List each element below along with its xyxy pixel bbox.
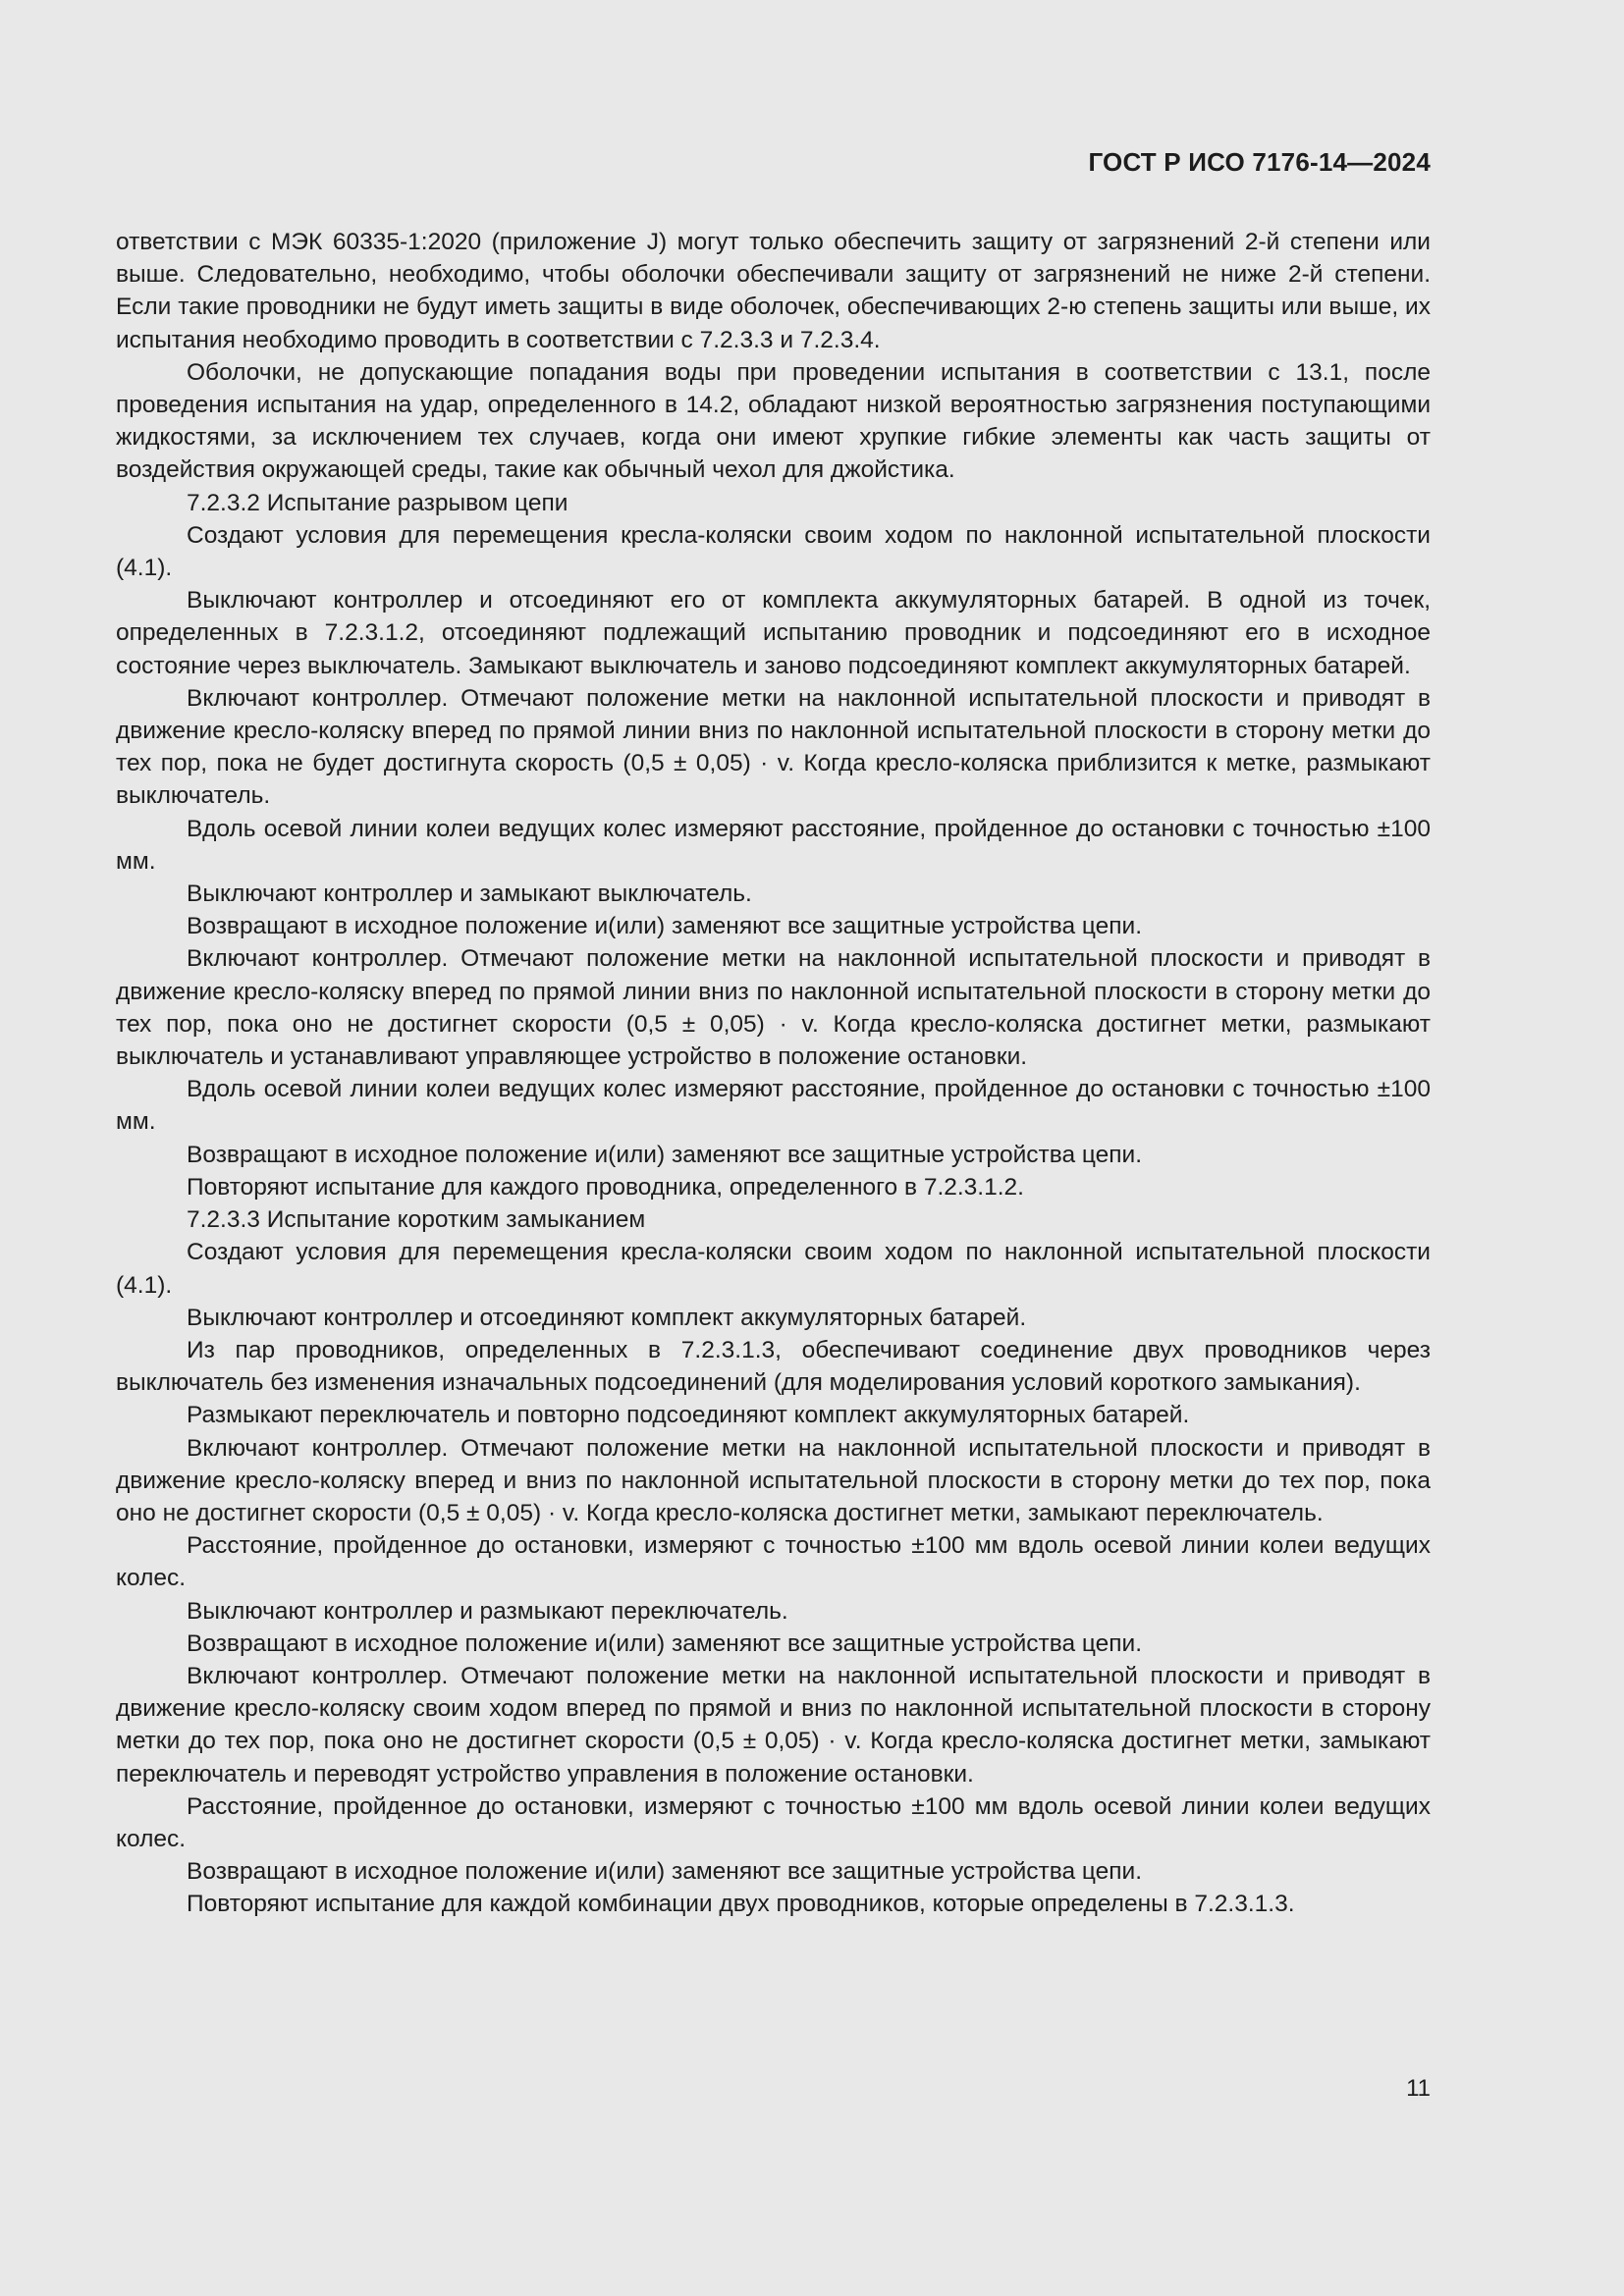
paragraph: Включают контроллер. Отмечают положение метки на наклонной испытательной плоскости и приводят в движение кресло-коляску вперед по прямой линии вниз по наклонной испытательной плоскости в сторону метки до тех пор, пока оно не достигнет скорости (0,5 ± 0,05) · v. Когда кресло-коляска достигнет метки, размыкают выключатель и устанавливают управляющее устройство в положение остановки. xyxy=(116,945,1431,1071)
paragraph: Выключают контроллер и размыкают переключатель. xyxy=(187,1597,788,1625)
paragraph-continuation: ответствии с МЭК 60335-1:2020 (приложение J) могут только обеспечить защиту от загрязнений 2-й степени или выше. Следовательно, необходимо, чтобы оболочки обеспечивали защиту от загрязнений не ниже 2-й степени. Если такие проводники не будут иметь защиты в виде оболочек, обеспечивающих 2-ю степень защиты или выше, их испытания необходимо проводить в соответствии с 7.2.3.3 и 7.2.3.4. xyxy=(116,229,1431,353)
paragraph: Включают контроллер. Отмечают положение метки на наклонной испытательной плоскости и приводят в движение кресло-коляску своим ходом вперед по прямой и вниз по наклонной испытательной плоскости в сторону метки до тех пор, пока оно не достигнет скорости (0,5 ± 0,05) · v. Когда кресло-коляска достигнет метки, замыкают переключатель и переводят устройство управления в положение остановки. xyxy=(116,1662,1431,1788)
paragraph: Вдоль осевой линии колеи ведущих колес измеряют расстояние, пройденное до остановки с точностью ±100 мм. xyxy=(116,815,1431,875)
paragraph: Возвращают в исходное положение и(или) заменяют все защитные устройства цепи. xyxy=(187,1141,1143,1168)
paragraph: Повторяют испытание для каждого проводника, определенного в 7.2.3.1.2. xyxy=(187,1173,1024,1201)
section-heading-7-2-3-3: 7.2.3.3 Испытание коротким замыканием xyxy=(187,1206,646,1234)
paragraph: Из пар проводников, определенных в 7.2.3.1.3, обеспечивают соединение двух проводников через выключатель без изменения изначальных подсоединений (для моделирования условий короткого замыкания). xyxy=(116,1336,1431,1397)
paragraph: Включают контроллер. Отмечают положение метки на наклонной испытательной плоскости и приводят в движение кресло-коляску вперед по прямой линии вниз по наклонной испытательной плоскости в сторону метки до тех пор, пока не будет достигнута скорость (0,5 ± 0,05) · v. Когда кресло-коляска приблизится к метке, размыкают выключатель. xyxy=(116,684,1431,810)
paragraph: Включают контроллер. Отмечают положение метки на наклонной испытательной плоскости и приводят в движение кресло-коляску вперед и вниз по наклонной испытательной плоскости в сторону метки до тех пор, пока оно не достигнет скорости (0,5 ± 0,05) · v. Когда кресло-коляска достигнет метки, замыкают переключатель. xyxy=(116,1434,1431,1526)
paragraph: Возвращают в исходное положение и(или) заменяют все защитные устройства цепи. xyxy=(187,913,1143,940)
page-number: 11 xyxy=(1406,2075,1431,2102)
paragraph: Выключают контроллер и отсоединяют комплект аккумуляторных батарей. xyxy=(187,1304,1027,1331)
paragraph: Выключают контроллер и замыкают выключатель. xyxy=(187,881,752,908)
paragraph: Создают условия для перемещения кресла-коляски своим ходом по наклонной испытательной плоскости (4.1). xyxy=(116,521,1431,582)
paragraph: Размыкают переключатель и повторно подсоединяют комплект аккумуляторных батарей. xyxy=(187,1402,1190,1429)
paragraph-enclosures: Оболочки, не допускающие попадания воды при проведении испытания в соответствии с 13.1, после проведения испытания на удар, определенного в 14.2, обладают низкой вероятностью загрязнения поступающими жидкостями, за исключением тех случаев, когда они имеют хрупкие гибкие элементы как часть защиты от воздействия окружающей среды, такие как обычный чехол для джойстика. xyxy=(116,358,1431,484)
paragraph: Создают условия для перемещения кресла-коляски своим ходом по наклонной испытательной плоскости (4.1). xyxy=(116,1239,1431,1299)
paragraph: Выключают контроллер и отсоединяют его от комплекта аккумуляторных батарей. В одной из точек, определенных в 7.2.3.1.2, отсоединяют подлежащий испытанию проводник и подсоединяют его в исходное состояние через выключатель. Замыкают выключатель и заново подсоединяют комплект аккумуляторных батарей. xyxy=(116,587,1431,679)
paragraph: Расстояние, пройденное до остановки, измеряют с точностью ±100 мм вдоль осевой линии колеи ведущих колес. xyxy=(116,1792,1431,1852)
paragraph: Вдоль осевой линии колеи ведущих колес измеряют расстояние, пройденное до остановки с точностью ±100 мм. xyxy=(116,1076,1431,1136)
paragraph: Повторяют испытание для каждой комбинации двух проводников, которые определены в 7.2.3.1.3. xyxy=(187,1891,1295,1918)
document-body xyxy=(116,226,1431,1921)
paragraph: Расстояние, пройденное до остановки, измеряют с точностью ±100 мм вдоль осевой линии колеи ведущих колес. xyxy=(116,1532,1431,1592)
document-code-header: ГОСТ Р ИСО 7176-14—2024 xyxy=(1088,147,1431,177)
section-heading-7-2-3-2: 7.2.3.2 Испытание разрывом цепи xyxy=(187,489,568,516)
paragraph: Возвращают в исходное положение и(или) заменяют все защитные устройства цепи. xyxy=(187,1629,1143,1657)
paragraph: Возвращают в исходное положение и(или) заменяют все защитные устройства цепи. xyxy=(187,1858,1143,1886)
